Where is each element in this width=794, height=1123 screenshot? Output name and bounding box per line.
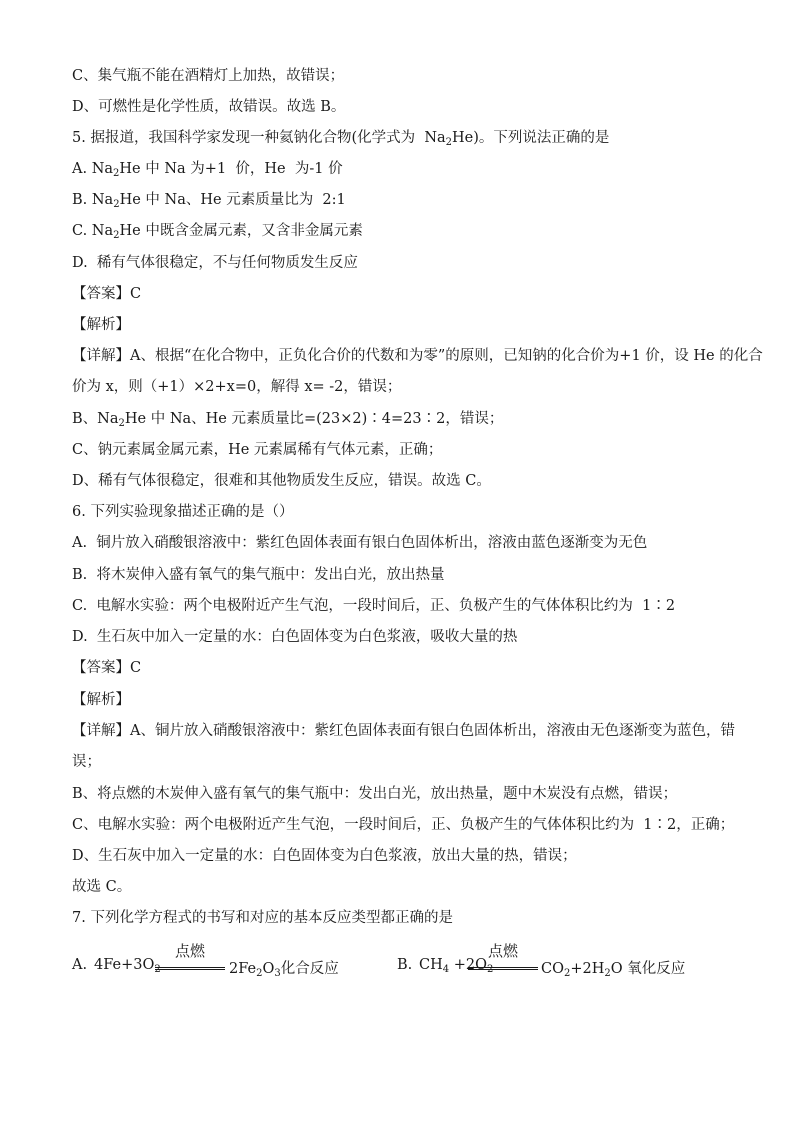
reaction-condition: 点燃 bbox=[174, 942, 205, 960]
line-1 bbox=[72, 97, 345, 117]
question-5-explanation-4 bbox=[72, 440, 442, 460]
subscript: 2 bbox=[604, 968, 611, 979]
reaction-arrow bbox=[155, 967, 225, 970]
question-5-option-b bbox=[72, 190, 346, 210]
question-6-option-c bbox=[72, 596, 675, 616]
text-segment: C、钠元素属金属元素，He 元素属稀有气体元素，正确； bbox=[72, 442, 443, 458]
question-7-option-a bbox=[72, 940, 372, 980]
question-6-answer bbox=[72, 658, 141, 678]
question-5-option-c bbox=[72, 221, 363, 241]
text-segment: B. 将木炭伸入盛有氧气的集气瓶中：发出白光，放出热量 bbox=[72, 567, 445, 583]
text-segment: D、生石灰中加入一定量的水：白色固体变为白色浆液，放出大量的热，错误； bbox=[72, 848, 577, 864]
subscript: 2 bbox=[113, 230, 120, 241]
question-5-stem bbox=[72, 128, 609, 148]
subscript: 4 bbox=[442, 964, 450, 975]
text-segment: 7. 下列化学方程式的书写和对应的基本反应类型都正确的是 bbox=[72, 910, 453, 926]
question-6-explanation-2 bbox=[72, 752, 101, 772]
question-6-explanation-4 bbox=[72, 815, 734, 835]
text-segment: He 中 Na、He 元素质量比=(23×2)∶4=23∶2，错误； bbox=[124, 411, 504, 427]
text-segment: 【答案】C bbox=[72, 660, 142, 676]
text-segment: B、Na bbox=[72, 411, 119, 427]
text-segment: B. Na bbox=[72, 192, 114, 208]
formula-text: +2O bbox=[449, 957, 487, 973]
question-6-conclusion bbox=[72, 877, 131, 897]
question-5-explanation-1 bbox=[72, 346, 763, 366]
text-segment: 6. 下列实验现象描述正确的是（） bbox=[72, 504, 294, 520]
question-7-stem bbox=[72, 908, 453, 928]
text-segment: 误； bbox=[72, 754, 101, 770]
text-segment: D、可燃性是化学性质，故错误。故选 B。 bbox=[72, 99, 346, 115]
question-5-explanation-3 bbox=[72, 409, 503, 429]
text-segment: C、电解水实验：两个电极附近产生气泡，一段时间后，正、负极产生的气体体积比约为 1∶2，正确； bbox=[72, 817, 735, 833]
text-segment: B、将点燃的木炭伸入盛有氧气的集气瓶中：发出白光，放出热量，题中木炭没有点燃，错误； bbox=[72, 786, 678, 802]
question-6-stem bbox=[72, 502, 293, 522]
question-7-option-b bbox=[397, 940, 717, 980]
question-6-explanation-1 bbox=[72, 721, 735, 741]
formula-text: +2H bbox=[570, 961, 605, 977]
subscript: 2 bbox=[256, 968, 263, 979]
subscript: 2 bbox=[487, 964, 494, 975]
question-5-answer bbox=[72, 284, 141, 304]
question-5-explanation-2 bbox=[72, 377, 401, 397]
question-5-explanation-5 bbox=[72, 471, 491, 491]
option-label: A. bbox=[72, 957, 88, 973]
formula-text: 2Fe bbox=[229, 961, 257, 977]
question-6-option-a bbox=[72, 533, 647, 553]
reaction-arrow bbox=[468, 967, 538, 970]
text-segment: D. 稀有气体很稳定，不与任何物质发生反应 bbox=[72, 255, 358, 271]
formula-text: 化合反应 bbox=[280, 961, 339, 977]
text-segment: 【详解】A、根据“在化合物中，正负化合价的代数和为零”的原则，已知钠的化合价为+1 价，设 He 的化合 bbox=[72, 348, 763, 364]
subscript: 3 bbox=[274, 968, 281, 979]
text-segment: 【解析】 bbox=[72, 692, 130, 708]
subscript: 2 bbox=[113, 168, 120, 179]
formula-text: 4Fe+3O bbox=[94, 957, 155, 973]
subscript: 2 bbox=[154, 964, 161, 975]
reaction-condition: 点燃 bbox=[487, 942, 518, 960]
formula-text: CO bbox=[541, 961, 564, 977]
text-segment: 5. 据报道，我国科学家发现一种氦钠化合物(化学式为 Na bbox=[72, 130, 446, 146]
text-segment: A. Na bbox=[72, 161, 114, 177]
formula-text: O bbox=[262, 961, 275, 977]
subscript: 2 bbox=[445, 137, 453, 148]
equation-products bbox=[229, 957, 339, 978]
text-segment: 【答案】C bbox=[72, 286, 142, 302]
formula-text: O 氧化反应 bbox=[610, 961, 686, 977]
line-0 bbox=[72, 66, 344, 86]
text-segment: C. 电解水实验：两个电极附近产生气泡，一段时间后，正、负极产生的气体体积比约为 1∶2 bbox=[72, 598, 676, 614]
question-5-option-a bbox=[72, 159, 343, 179]
subscript: 2 bbox=[113, 199, 120, 210]
question-5-option-d bbox=[72, 253, 358, 273]
subscript: 2 bbox=[563, 968, 571, 979]
text-segment: 价为 x，则（+1）×2+x=0，解得 x= -2，错误； bbox=[72, 379, 402, 395]
text-segment: He)。下列说法正确的是 bbox=[452, 130, 610, 146]
text-segment: He 中 Na、He 元素质量比为 2:1 bbox=[119, 192, 346, 208]
text-segment: 故选 C。 bbox=[72, 879, 132, 895]
text-segment: D. 生石灰中加入一定量的水：白色固体变为白色浆液，吸收大量的热 bbox=[72, 629, 518, 645]
text-segment: C. Na bbox=[72, 223, 114, 239]
text-segment: A. 铜片放入硝酸银溶液中：紫红色固体表面有银白色固体析出，溶液由蓝色逐渐变为无色 bbox=[72, 535, 648, 551]
equation-reactants bbox=[94, 957, 161, 973]
question-6-option-d bbox=[72, 627, 517, 647]
option-label: B. bbox=[397, 957, 413, 973]
question-6-option-b bbox=[72, 565, 444, 585]
text-segment: D、稀有气体很稳定，很难和其他物质发生反应，错误。故选 C。 bbox=[72, 473, 491, 489]
text-segment: C、集气瓶不能在酒精灯上加热，故错误； bbox=[72, 68, 345, 84]
subscript: 2 bbox=[118, 418, 125, 429]
text-segment: He 中既含金属元素，又含非金属元素 bbox=[119, 223, 363, 239]
text-segment: 【解析】 bbox=[72, 317, 130, 333]
question-6-explanation-3 bbox=[72, 784, 677, 804]
formula-text: CH bbox=[419, 957, 443, 973]
question-6-analysis-heading bbox=[72, 690, 130, 710]
equation-products bbox=[541, 957, 685, 978]
question-6-explanation-5 bbox=[72, 846, 577, 866]
text-segment: He 中 Na 为+1 价，He 为-1 价 bbox=[119, 161, 343, 177]
question-5-analysis-heading bbox=[72, 315, 130, 335]
text-segment: 【详解】A、铜片放入硝酸银溶液中：紫红色固体表面有银白色固体析出，溶液由无色逐渐变为蓝色，错 bbox=[72, 723, 735, 739]
